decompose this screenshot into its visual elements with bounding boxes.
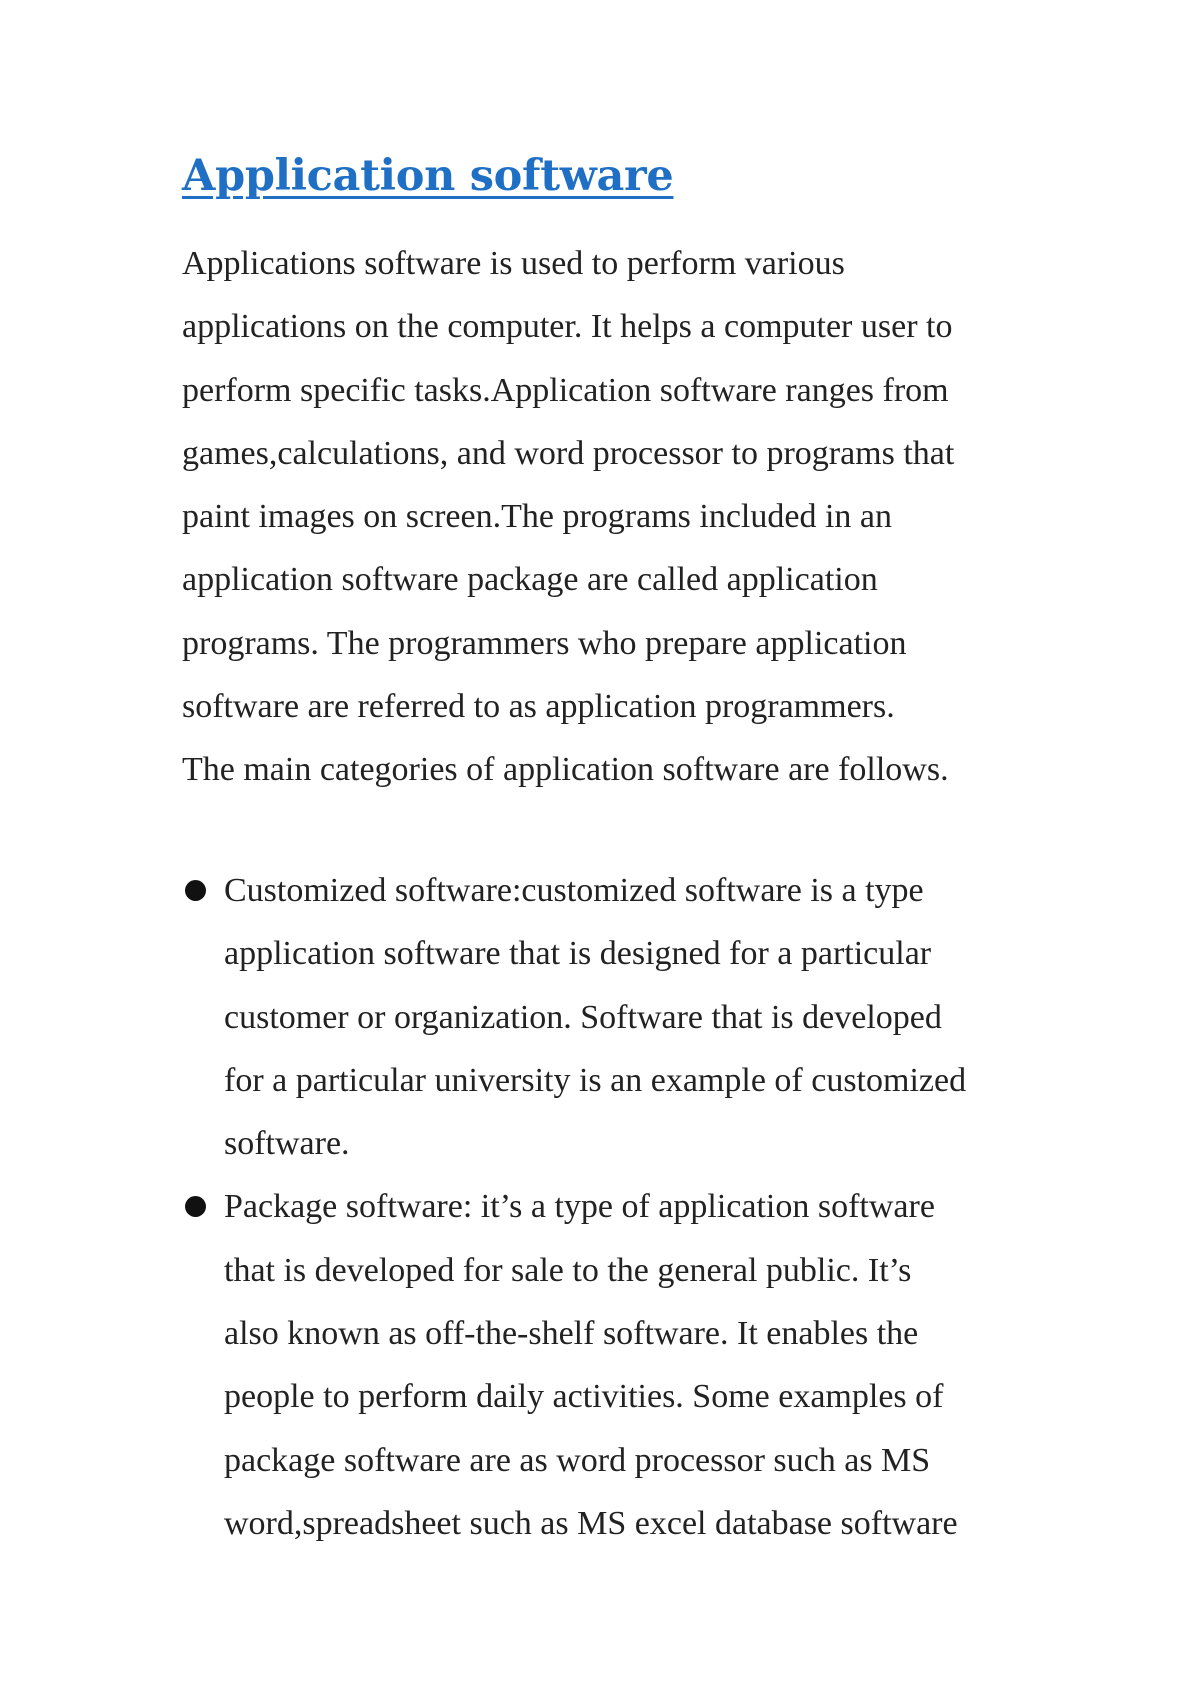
list-item-line: word,spreadsheet such as MS excel database software bbox=[224, 1504, 958, 1542]
list-item-line: package software are as word processor such as MS bbox=[224, 1441, 931, 1479]
list-item-line: also known as off-the-shelf software. It enables the bbox=[224, 1315, 919, 1353]
category-list bbox=[182, 859, 1032, 1555]
intro-line: perform specific tasks.Application software ranges from bbox=[182, 371, 949, 409]
list-item-line: Package software: it’s a type of application software bbox=[224, 1188, 935, 1226]
intro-paragraph bbox=[182, 232, 1032, 802]
list-item-line: Customized software:customized software is a type bbox=[224, 872, 924, 909]
bullet-icon bbox=[185, 1196, 206, 1217]
intro-line: applications on the computer. It helps a computer user to bbox=[182, 308, 953, 346]
list-item-line: that is developed for sale to the general public. It’s bbox=[224, 1251, 912, 1289]
intro-line: programs. The programmers who prepare application bbox=[182, 624, 907, 662]
intro-line: Applications software is used to perform various bbox=[182, 245, 845, 282]
list-item-package-software bbox=[182, 1175, 1032, 1555]
list-item-line: for a particular university is an example of customized bbox=[224, 1061, 967, 1099]
list-item-line: customer or organization. Software that is developed bbox=[224, 998, 942, 1036]
intro-line: software are referred to as application programmers. bbox=[182, 688, 895, 726]
intro-line: application software package are called application bbox=[182, 561, 878, 599]
intro-line: The main categories of application software are follows. bbox=[182, 751, 949, 789]
list-item-line: people to perform daily activities. Some examples of bbox=[224, 1378, 944, 1416]
list-item-line: application software that is designed for a particular bbox=[224, 935, 932, 973]
intro-line: paint images on screen.The programs included in an bbox=[182, 498, 892, 536]
page-title: Application software bbox=[182, 151, 674, 201]
bullet-icon bbox=[185, 880, 206, 901]
intro-line: games,calculations, and word processor to programs that bbox=[182, 434, 955, 472]
list-item-line: software. bbox=[224, 1125, 350, 1163]
list-item-customized-software bbox=[182, 859, 1032, 1175]
